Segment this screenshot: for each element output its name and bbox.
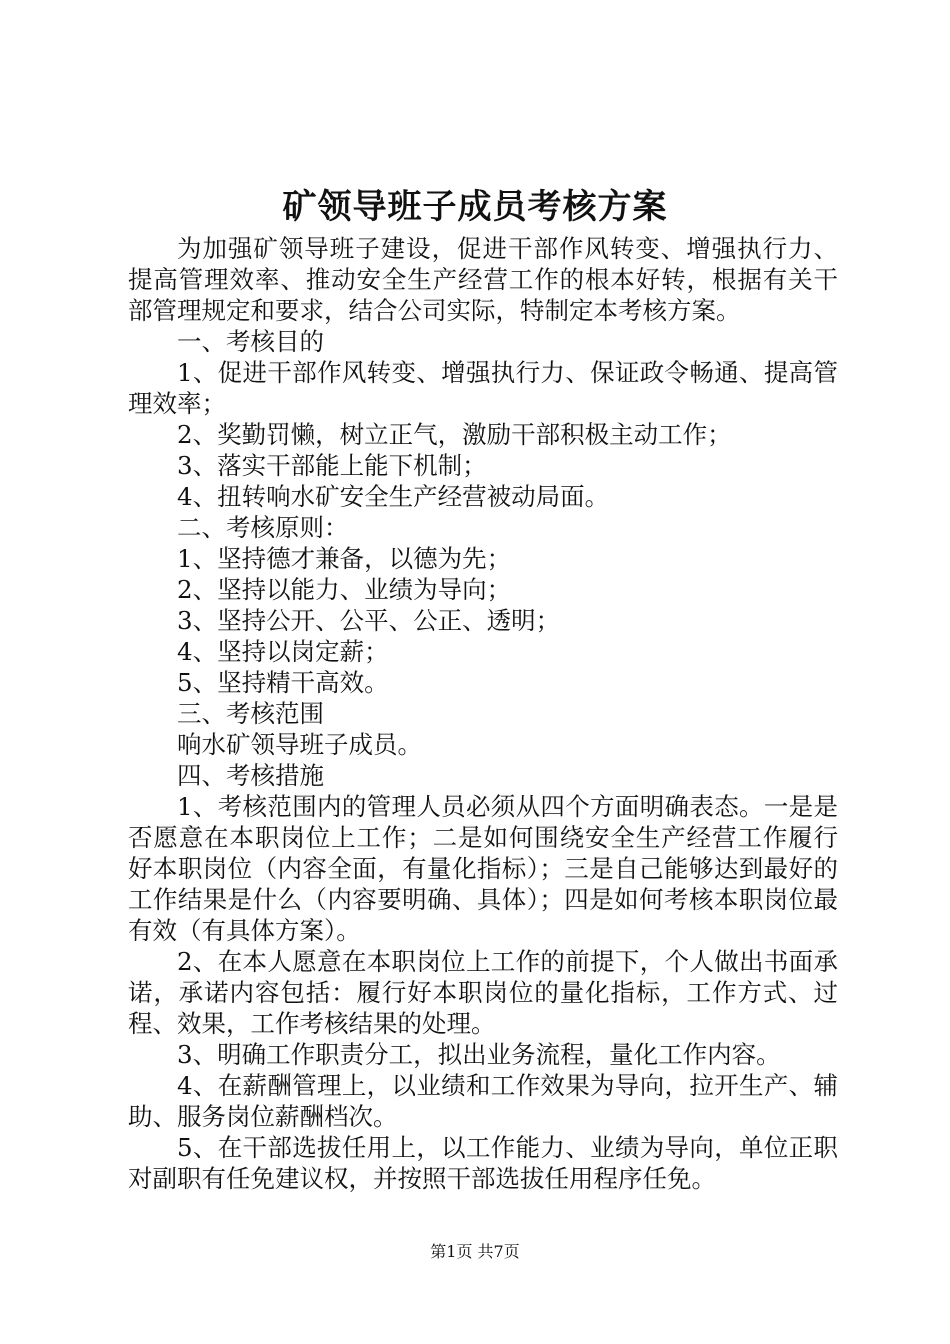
section-heading-purpose: 一、考核目的 bbox=[177, 327, 324, 356]
document-body bbox=[128, 233, 838, 1194]
principle-item-2: 2、坚持以能力、业绩为导向； bbox=[177, 575, 512, 604]
measure-item-1: 1、考核范围内的管理人员必须从四个方面明确表态。一是是否愿意在本职岗位上工作；二是如何围绕安全生产经营工作履行好本职岗位（内容全面，有量化指标）；三是自己能够达到最好的工作结果是什么（内容要明确、具体）；四是如何考核本职岗位最有效（有具体方案）。 bbox=[128, 792, 838, 945]
intro-paragraph: 为加强矿领导班子建设，促进干部作风转变、增强执行力、提高管理效率、推动安全生产经营工作的根本好转，根据有关干部管理规定和要求，结合公司实际，特制定本考核方案。 bbox=[128, 234, 838, 325]
principle-item-1: 1、坚持德才兼备，以德为先； bbox=[177, 544, 512, 573]
scope-paragraph: 响水矿领导班子成员。 bbox=[177, 730, 422, 759]
purpose-item-3: 3、落实干部能上能下机制； bbox=[177, 451, 487, 480]
document-title: 矿领导班子成员考核方案 bbox=[282, 187, 668, 227]
measure-item-4: 4、在薪酬管理上，以业绩和工作效果为导向，拉开生产、辅助、服务岗位薪酬档次。 bbox=[128, 1071, 838, 1131]
measure-item-2: 2、在本人愿意在本职岗位上工作的前提下，个人做出书面承诺，承诺内容包括：履行好本职岗位的量化指标，工作方式、过程、效果，工作考核结果的处理。 bbox=[128, 947, 838, 1038]
principle-item-4: 4、坚持以岗定薪； bbox=[177, 637, 389, 666]
principle-item-3: 3、坚持公开、公平、公正、透明； bbox=[177, 606, 561, 635]
measure-item-3: 3、明确工作职责分工，拟出业务流程，量化工作内容。 bbox=[177, 1040, 781, 1069]
principle-item-5: 5、坚持精干高效。 bbox=[177, 668, 389, 697]
purpose-item-4: 4、扭转响水矿安全生产经营被动局面。 bbox=[177, 482, 610, 511]
section-heading-measures: 四、考核措施 bbox=[177, 761, 324, 790]
measure-item-5: 5、在干部选拔任用上，以工作能力、业绩为导向，单位正职对副职有任免建议权，并按照干部选拔任用程序任免。 bbox=[128, 1133, 838, 1193]
section-heading-scope: 三、考核范围 bbox=[177, 699, 324, 728]
purpose-item-2: 2、奖勤罚懒，树立正气，激励干部积极主动工作； bbox=[177, 420, 732, 449]
section-heading-principles: 二、考核原则： bbox=[177, 513, 349, 542]
page-footer: 第1页 共7页 bbox=[430, 1242, 520, 1261]
purpose-item-1: 1、促进干部作风转变、增强执行力、保证政令畅通、提高管理效率； bbox=[128, 358, 838, 418]
